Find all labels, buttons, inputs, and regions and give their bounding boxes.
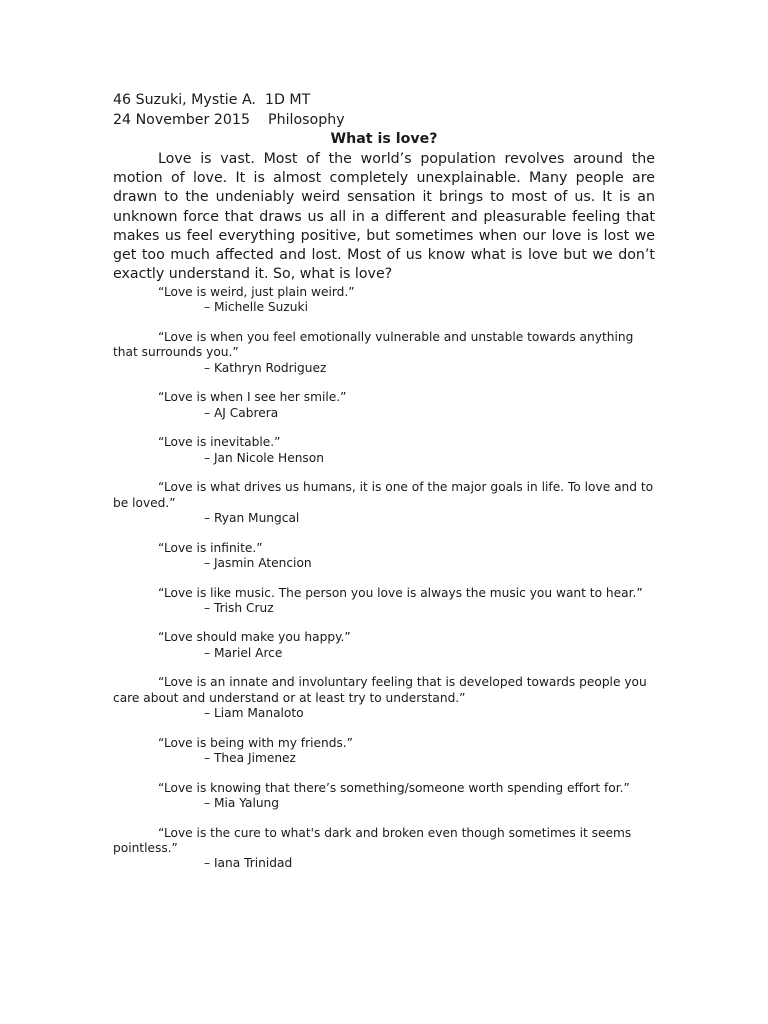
quote-text: “Love is an innate and involuntary feeling that is developed towards people you care about and understand or at least try to understand.” <box>113 675 647 705</box>
quote-author: – AJ Cabrera <box>204 405 279 420</box>
quote-text: “Love is when I see her smile.” <box>158 390 347 405</box>
quote-item <box>113 541 661 572</box>
quote-text: “Love is inevitable.” <box>158 435 281 450</box>
quote-author: – Michelle Suzuki <box>204 300 308 315</box>
essay-title: What is love? <box>330 131 438 147</box>
quote-text: “Love is when you feel emotionally vulnerable and unstable towards anything that surrounds you.” <box>113 329 634 360</box>
quote-author: – Mia Yalung <box>204 796 280 811</box>
quote-author: – Ryan Mungcal <box>204 510 300 525</box>
quote-item <box>113 390 661 421</box>
quote-author: – Mariel Arce <box>204 645 283 660</box>
quote-text: “Love is the cure to what's dark and broken even though sometimes it seems pointless.” <box>113 825 632 856</box>
quote-author: – Thea Jimenez <box>204 751 296 766</box>
quote-text: “Love is like music. The person you love is always the music you want to hear.” <box>158 585 643 600</box>
quote-text: “Love is knowing that there’s something/someone worth spending effort for.” <box>158 780 630 795</box>
quote-author: – Iana Trinidad <box>204 856 293 871</box>
quote-text: “Love is weird, just plain weird.” <box>158 285 355 299</box>
quote-author: – Jasmin Atencion <box>204 555 312 570</box>
quote-author: – Trish Cruz <box>204 600 274 615</box>
quote-text: “Love is what drives us humans, it is one of the major goals in life. To love and to be loved.” <box>113 480 654 510</box>
quote-item <box>113 736 661 767</box>
quote-item <box>113 675 661 721</box>
date-subject-line: 24 November 2015 Philosophy <box>113 112 345 128</box>
quote-text: “Love should make you happy.” <box>158 630 351 645</box>
quote-author: – Kathryn Rodriguez <box>204 360 327 375</box>
quote-item <box>113 435 661 466</box>
quote-text: “Love is being with my friends.” <box>158 735 353 750</box>
intro-paragraph: Love is vast. Most of the world’s population revolves around the motion of love. It is almost completely unexplainable. Many people are drawn to the undeniably weird sensation it brings to most of us. It is an unknown force that draws us all in a different and pleasurable feeling that makes us feel everything positive, but sometimes when our love is lost we get too much affected and lost. Most of us know what is love but we don’t exactly understand it. So, what is love? <box>113 151 655 283</box>
quote-item <box>113 330 661 376</box>
quote-item <box>113 781 661 812</box>
quote-author: – Jan Nicole Henson <box>204 450 324 465</box>
quote-author: – Liam Manaloto <box>204 706 304 721</box>
quote-item <box>113 285 661 316</box>
quote-item <box>113 586 661 617</box>
quote-item <box>113 480 661 526</box>
quote-text: “Love is infinite.” <box>158 540 263 555</box>
quote-item <box>113 630 661 661</box>
student-info-line: 46 Suzuki, Mystie A. 1D MT <box>113 92 311 108</box>
quote-item <box>113 826 661 872</box>
quotes-list <box>113 285 661 872</box>
